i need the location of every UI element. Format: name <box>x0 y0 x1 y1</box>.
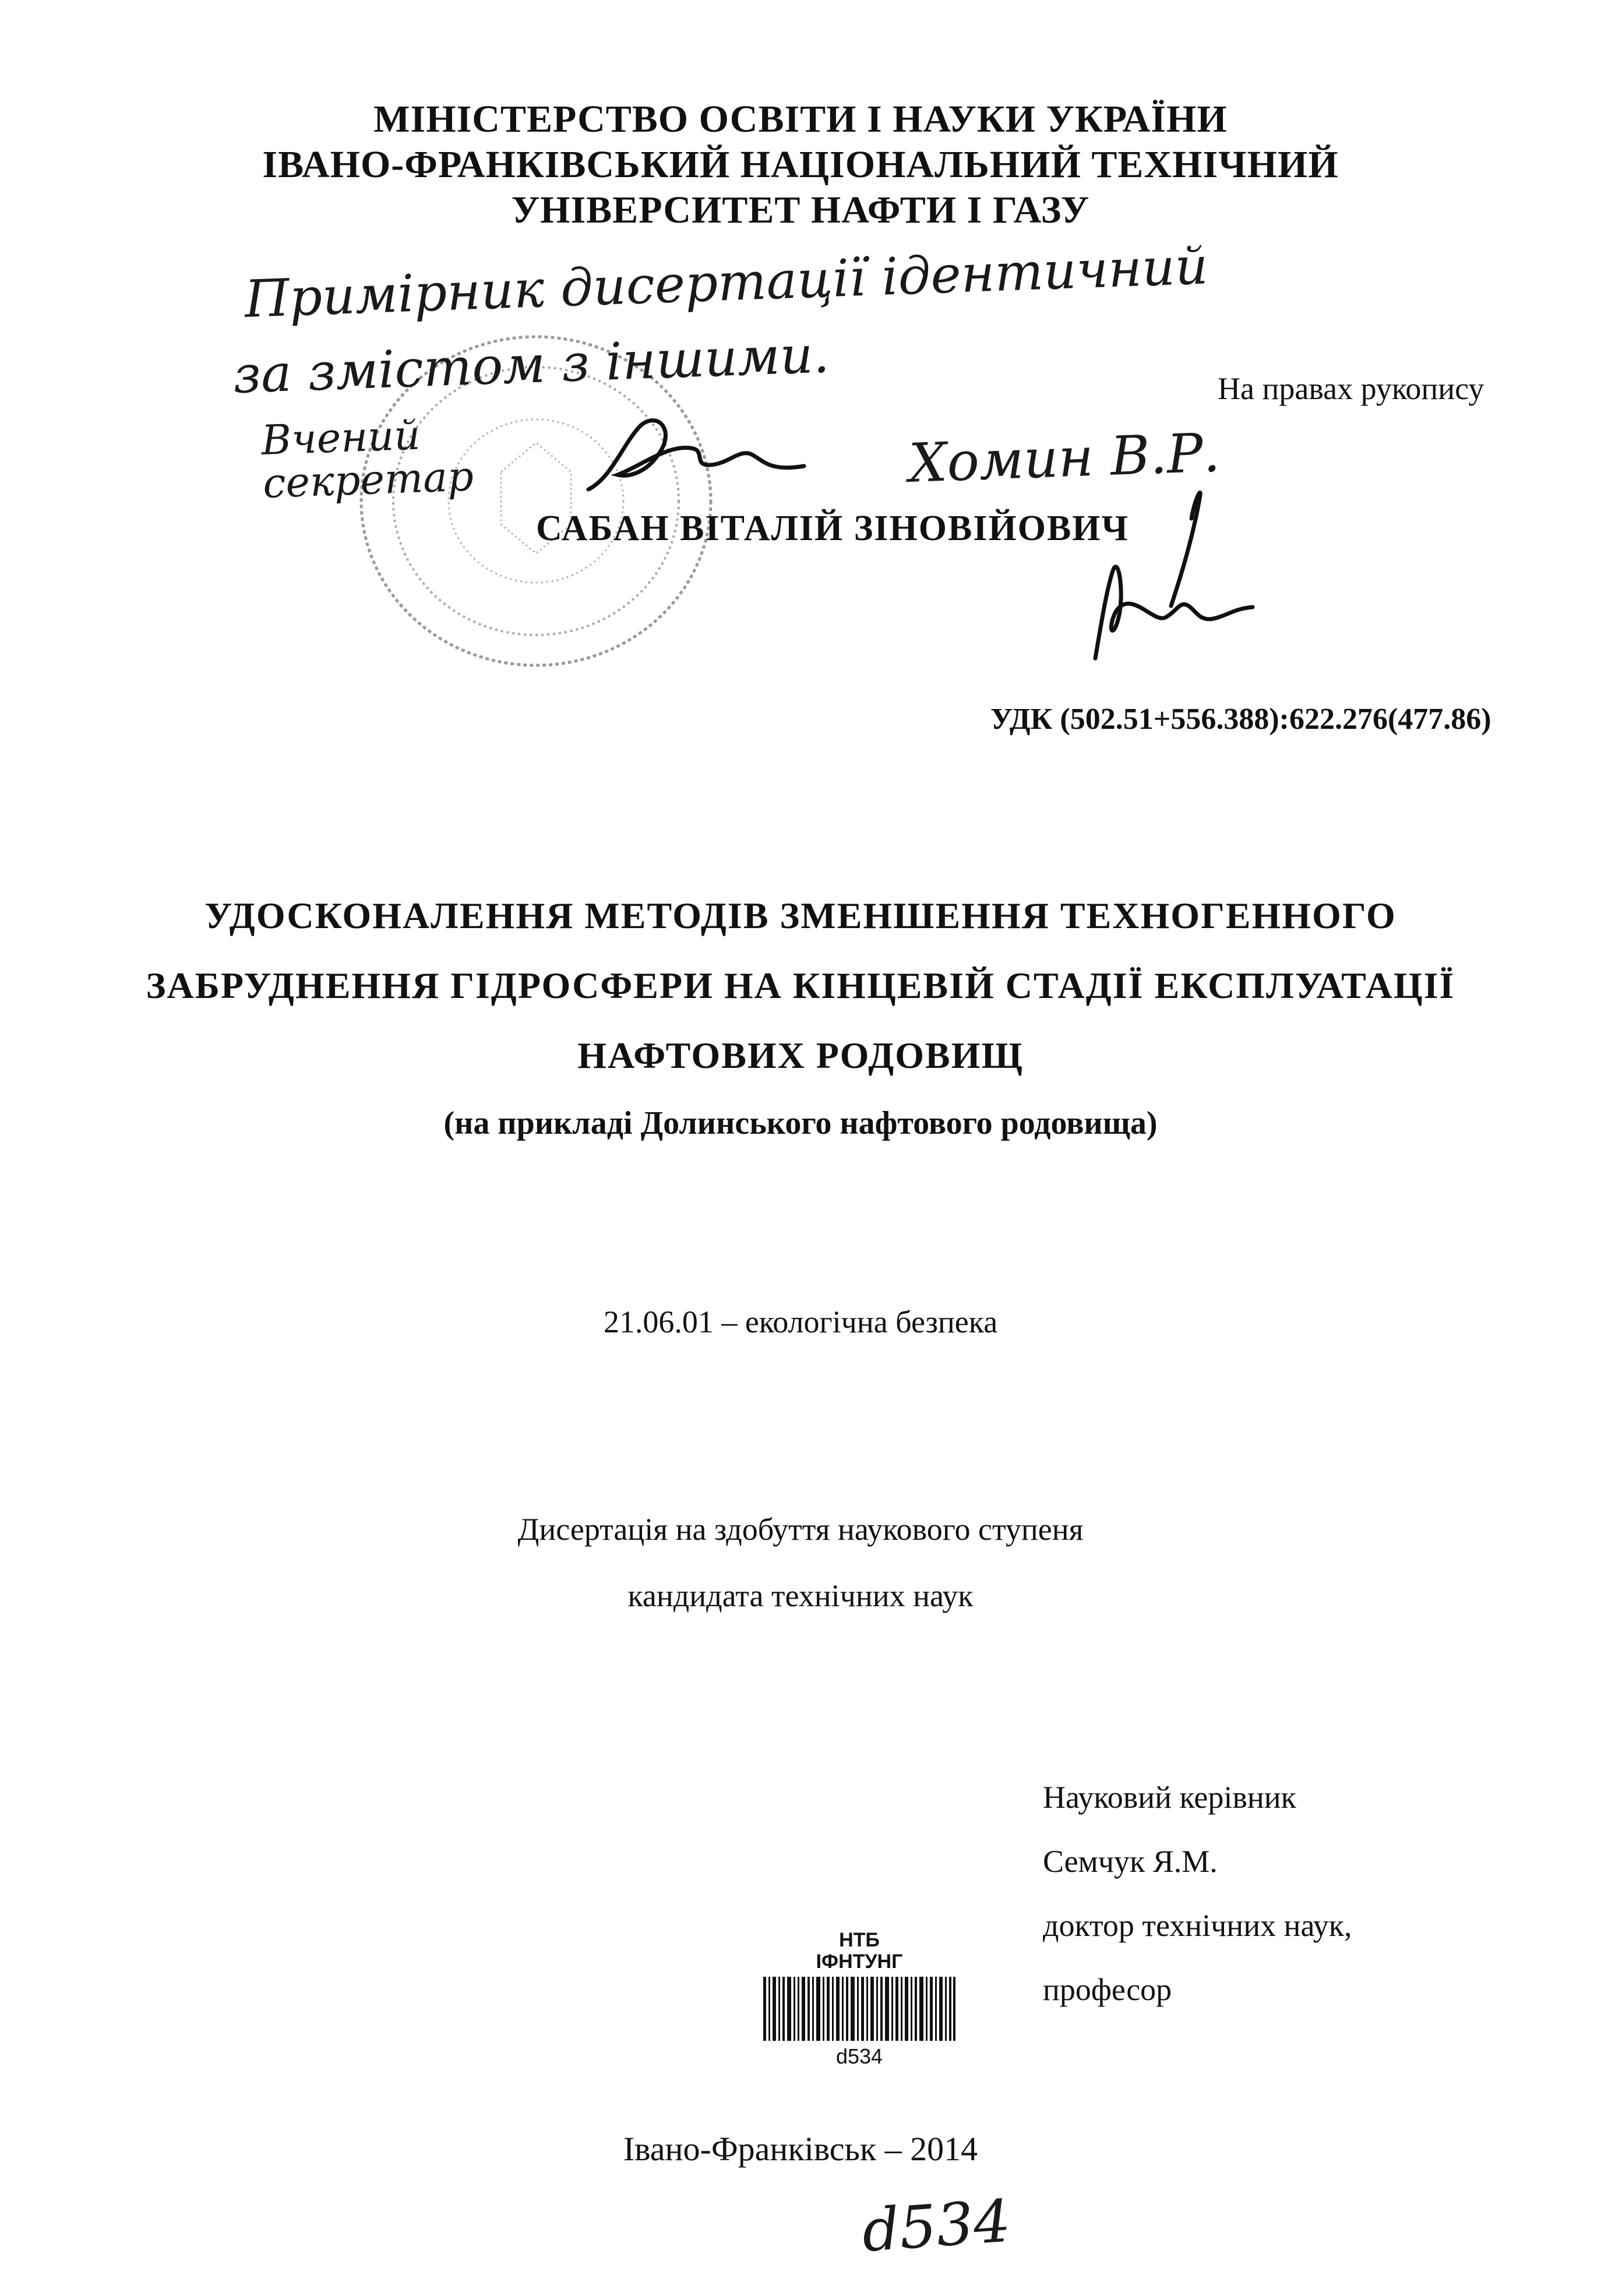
barcode <box>763 1977 955 2041</box>
title-line-3: НАФТОВИХ РОДОВИЩ <box>577 1035 1024 1076</box>
manuscript-rights: На правах рукопису <box>1218 371 1484 406</box>
library-stamp-code: d534 <box>835 2044 883 2068</box>
title-line-2: ЗАБРУДНЕННЯ ГІДРОСФЕРИ НА КІНЦЕВІЙ СТАДІЇ ЕКСПЛУАТАЦІЇ <box>146 965 1455 1006</box>
title-line-1: УДОСКОНАЛЕННЯ МЕТОДІВ ЗМЕНШЕННЯ ТЕХНОГЕННОГО <box>204 895 1397 936</box>
title-subtitle: (на прикладі Долинського нафтового родовища) <box>443 1105 1158 1141</box>
handwritten-note-line-2: за змістом з іншими. <box>232 324 831 405</box>
supervisor-degree: доктор технічних наук, <box>1043 1908 1352 1943</box>
specialty: 21.06.01 – екологічна безпека <box>603 1304 998 1339</box>
degree-line-1: Дисертація на здобуття наукового ступеня <box>517 1512 1084 1547</box>
library-stamp-line-2: ІФНТУНГ <box>816 1951 903 1973</box>
handwritten-name: Хомин В.Р. <box>908 421 1221 495</box>
university-line-2: УНІВЕРСИТЕТ НАФТИ І ГАЗУ <box>511 189 1090 231</box>
degree-line-2: кандидата технічних наук <box>627 1578 974 1613</box>
university-line-1: ІВАНО-ФРАНКІВСЬКИЙ НАЦІОНАЛЬНИЙ ТЕХНІЧНИЙ <box>262 143 1339 186</box>
handwritten-code: d534 <box>859 2186 1013 2265</box>
library-stamp-line-1: НТБ <box>839 1929 880 1951</box>
handwritten-secretary: Вчений секретар <box>260 411 475 507</box>
author-name: САБАН ВІТАЛІЙ ЗІНОВІЙОВИЧ <box>536 509 1130 548</box>
udc-code: УДК (502.51+556.388):622.276(477.86) <box>990 703 1491 736</box>
handwritten-note-line-1: Примірник дисертації ідентичний <box>244 235 1209 329</box>
library-stamp <box>763 1930 955 2069</box>
ministry-line: МІНІСТЕРСТВО ОСВІТИ І НАУКИ УКРАЇНИ <box>373 98 1228 140</box>
supervisor-label: Науковий керівник <box>1043 1780 1296 1815</box>
place-and-year: Івано-Франківськ – 2014 <box>623 2130 978 2168</box>
author-signature <box>1078 484 1264 664</box>
supervisor-title: професор <box>1043 1972 1172 2007</box>
secretary-signature <box>577 408 821 507</box>
supervisor-name: Семчук Я.М. <box>1043 1844 1218 1879</box>
